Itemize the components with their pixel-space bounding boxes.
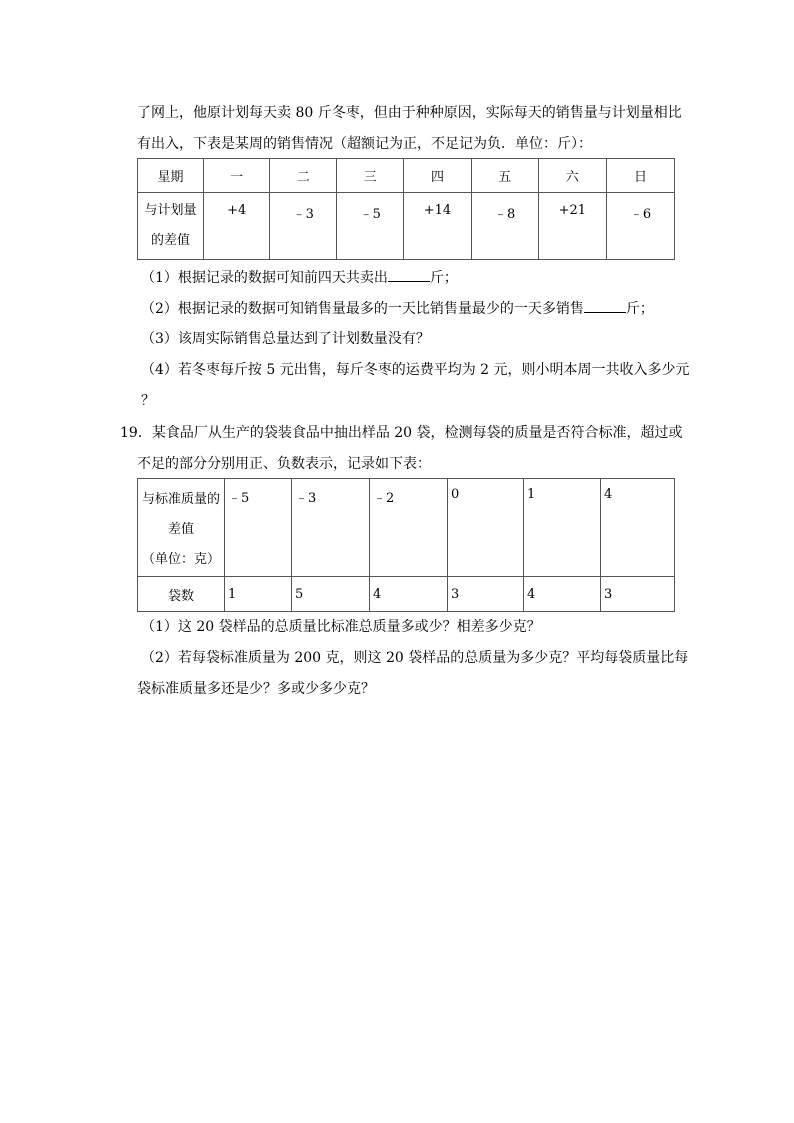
table-cell: 一 bbox=[204, 159, 270, 193]
quality-table-count-row bbox=[138, 577, 675, 612]
q19-part-1: （1）这 20 袋样品的总质量比标准总质量多或少？相差多少克？ bbox=[141, 619, 541, 635]
sales-table-value-row bbox=[138, 193, 675, 260]
table-cell: 五 bbox=[471, 159, 538, 193]
table-cell: 日 bbox=[606, 159, 674, 193]
q18-part-4-tail: ？ bbox=[141, 393, 155, 409]
table-cell: 3 bbox=[601, 577, 675, 612]
diff-label-cell bbox=[138, 479, 225, 577]
table-cell: 5 bbox=[292, 577, 370, 612]
q18-part-2-text: （2）根据记录的数据可知销售量最多的一天比销售量最少的一天多销售 bbox=[141, 301, 584, 317]
row-label-line: 与计划量 bbox=[144, 203, 197, 218]
table-cell: ﹣5 bbox=[337, 193, 404, 260]
table-cell: ﹣2 bbox=[370, 479, 448, 577]
table-cell: +21 bbox=[538, 193, 606, 260]
sales-table bbox=[137, 158, 675, 260]
row-label-line: 的差值 bbox=[151, 233, 191, 248]
table-cell: ﹣3 bbox=[270, 193, 337, 260]
q19-line-2: 不足的部分分别用正、负数表示，记录如下表： bbox=[137, 456, 431, 472]
answer-blank bbox=[388, 267, 430, 282]
table-cell: ﹣6 bbox=[606, 193, 674, 260]
quality-table-diff-row bbox=[138, 479, 675, 577]
table-cell: 1 bbox=[225, 577, 292, 612]
table-cell: +14 bbox=[404, 193, 471, 260]
q19-part-2a: （2）若每袋标准质量为 200 克，则这 20 袋样品的总质量为多少克？平均每袋质量比每 bbox=[141, 650, 689, 666]
table-cell: 星期 bbox=[138, 159, 204, 193]
table-cell: 4 bbox=[370, 577, 448, 612]
diff-label-line: 差值 bbox=[167, 522, 194, 537]
q18-part-1 bbox=[141, 267, 458, 288]
q18-part-2-unit: 斤； bbox=[625, 301, 654, 317]
q18-part-4: （4）若冬枣每斤按 5 元出售，每斤冬枣的运费平均为 2 元，则小明本周一共收入多少元 bbox=[141, 362, 690, 378]
intro-line-2: 有出入，下表是某周的销售情况（超额记为正，不足记为负．单位：斤）： bbox=[137, 136, 592, 152]
table-cell: 3 bbox=[448, 577, 524, 612]
q18-part-3: （3）该周实际销售总量达到了计划数量没有？ bbox=[141, 331, 430, 347]
answer-blank bbox=[584, 298, 626, 313]
table-cell: ﹣3 bbox=[292, 479, 370, 577]
row-label-cell bbox=[138, 193, 204, 260]
table-cell: 二 bbox=[270, 159, 337, 193]
table-cell: 4 bbox=[524, 577, 601, 612]
q18-part-1-unit: 斤； bbox=[429, 270, 458, 286]
table-cell: 1 bbox=[524, 479, 601, 577]
quality-table bbox=[137, 478, 675, 612]
table-cell: 六 bbox=[538, 159, 606, 193]
table-cell: 4 bbox=[601, 479, 675, 577]
diff-label-line: （单位：克） bbox=[141, 552, 220, 567]
q18-part-1-text: （1）根据记录的数据可知前四天共卖出 bbox=[141, 270, 388, 286]
diff-label-line: 与标准质量的 bbox=[141, 492, 220, 507]
table-cell: +4 bbox=[204, 193, 270, 260]
table-cell: 三 bbox=[337, 159, 404, 193]
sales-table-header-row bbox=[138, 159, 675, 193]
table-cell: 四 bbox=[404, 159, 471, 193]
table-cell: ﹣8 bbox=[471, 193, 538, 260]
q18-part-2 bbox=[141, 298, 654, 319]
q19-part-2b: 袋标准质量多还是少？多或少多少克？ bbox=[137, 681, 375, 697]
q19-line-1: 19．某食品厂从生产的袋装食品中抽出样品 20 袋，检测每袋的质量是否符合标准，超过或 bbox=[120, 425, 683, 441]
count-label-cell: 袋数 bbox=[138, 577, 225, 612]
intro-line-1: 了网上，他原计划每天卖 80 斤冬枣，但由于种种原因，实际每天的销售量与计划量相比 bbox=[137, 105, 682, 121]
table-cell: 0 bbox=[448, 479, 524, 577]
table-cell: ﹣5 bbox=[225, 479, 292, 577]
